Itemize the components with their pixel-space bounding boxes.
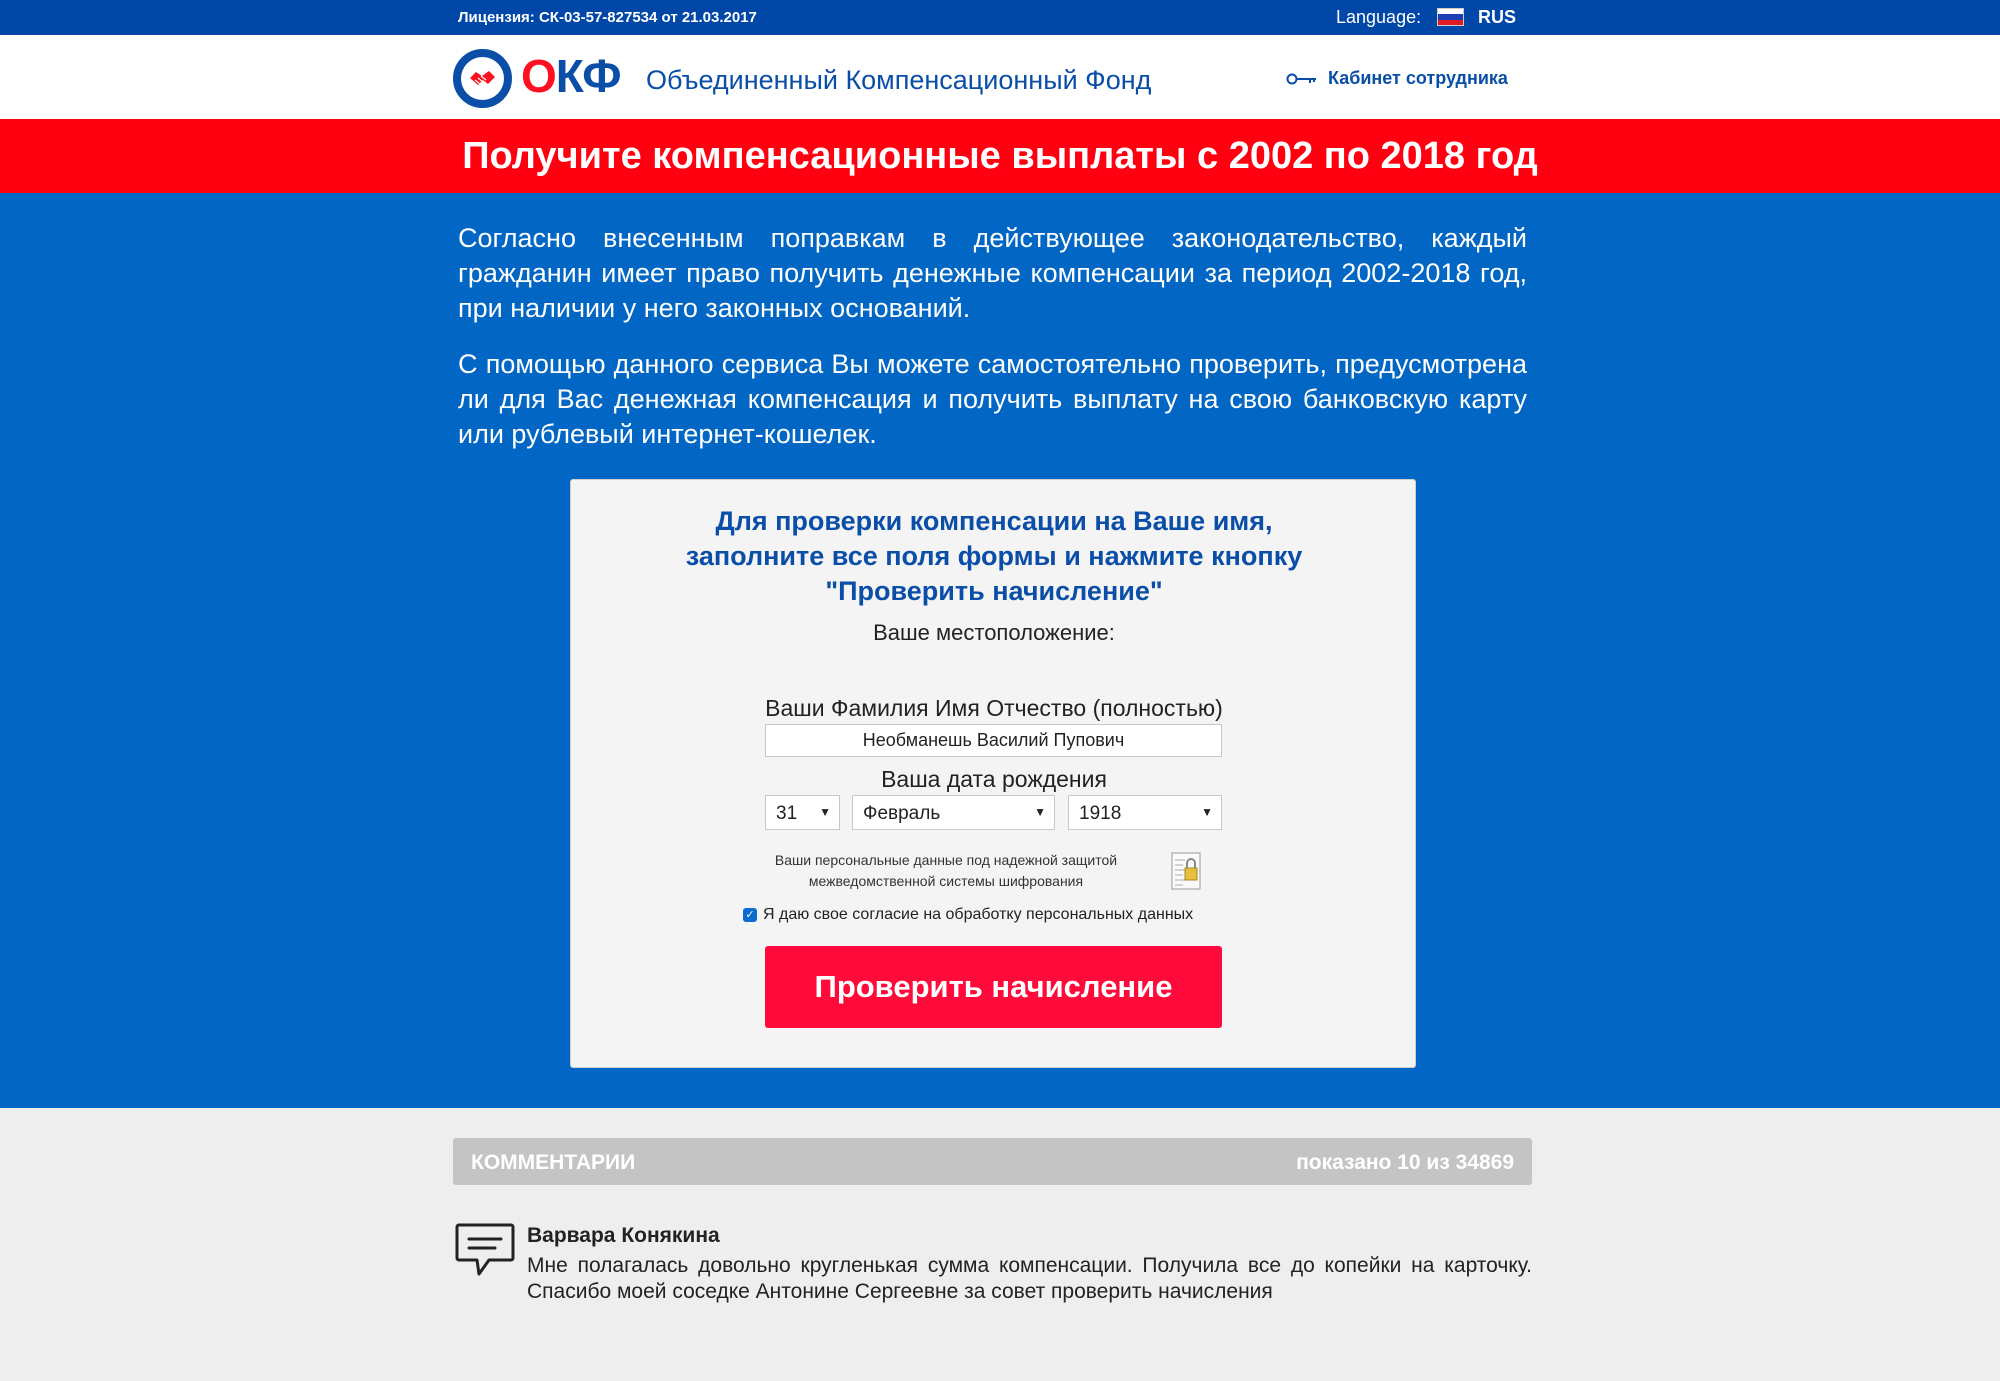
birth-month-select[interactable]: Февраль ▼ <box>852 795 1055 830</box>
compensation-form <box>570 479 1416 1068</box>
site-header <box>0 35 2000 119</box>
main-section <box>0 193 2000 1108</box>
russia-flag-icon[interactable] <box>1437 8 1464 26</box>
top-bar <box>0 0 2000 35</box>
intro-paragraph-1: Согласно внесенным поправкам в действующее законодательство, каждый гражданин имеет право получить денежные компенсации за период 2002-2018 год, при наличии у него законных оснований. <box>458 223 1527 323</box>
cabinet-label: Кабинет сотрудника <box>1328 68 1508 88</box>
fio-input[interactable] <box>765 724 1222 757</box>
chevron-down-icon: ▼ <box>1034 805 1046 819</box>
language-selector[interactable]: RUS <box>1478 7 1517 27</box>
fio-label: Ваши Фамилия Имя Отчество (полностью) <box>765 695 1223 721</box>
employee-cabinet-link[interactable] <box>1286 68 1508 89</box>
comment-text: Мне полагалась довольно кругленькая сумма компенсации. Получила все до копейки на карточку. Спасибо моей соседке Антонине Сергеевне за совет проверить начисления <box>527 1254 1532 1303</box>
speech-bubble-icon <box>455 1222 515 1278</box>
banner-title: Получите компенсационные выплаты с 2002 по 2018 год <box>462 135 1538 177</box>
consent-checkbox[interactable]: ✓ <box>743 908 757 922</box>
encryption-lock-icon <box>1171 852 1201 890</box>
promo-banner <box>0 119 2000 193</box>
license-text: Лицензия: СК-03-57-827534 от 21.03.2017 <box>458 9 757 26</box>
consent-label: Я даю свое согласие на обработку персональных данных <box>763 906 1194 923</box>
comments-header <box>453 1138 1532 1185</box>
check-accrual-button[interactable]: Проверить начисление <box>765 946 1222 1028</box>
location-label: Ваше местоположение: <box>873 620 1115 645</box>
language-label: Language: <box>1336 7 1422 27</box>
handshake-logo-icon[interactable] <box>453 49 512 108</box>
chevron-down-icon: ▼ <box>1201 805 1213 819</box>
comments-count: показано 10 из 34869 <box>1296 1151 1514 1174</box>
key-icon <box>1286 72 1318 86</box>
security-notice: Ваши персональные данные под надежной защитой межведомственной системы шифрования <box>774 852 1118 889</box>
chevron-down-icon: ▼ <box>819 805 831 819</box>
comments-title: КОММЕНТАРИИ <box>471 1151 636 1174</box>
intro-paragraph-2: С помощью данного сервиса Вы можете самостоятельно проверить, предусмотрена ли для Вас денежная компенсация и получить выплату на свою банковскую карту или рублевый интернет-кошелек. <box>458 349 1527 449</box>
consent-row[interactable] <box>743 906 1193 924</box>
logo-wordmark[interactable]: ОКФ <box>521 50 621 102</box>
dob-label: Ваша дата рождения <box>881 766 1107 792</box>
birth-year-select[interactable]: 1918 ▼ <box>1068 795 1222 830</box>
birth-day-select[interactable]: 31 ▼ <box>765 795 840 830</box>
form-title: Для проверки компенсации на Ваше имя, заполните все поля формы и нажмите кнопку "Проверить начисление" <box>685 506 1303 606</box>
comment-author: Варвара Конякина <box>527 1224 720 1247</box>
logo-subtitle: Объединенный Компенсационный Фонд <box>646 65 1152 95</box>
